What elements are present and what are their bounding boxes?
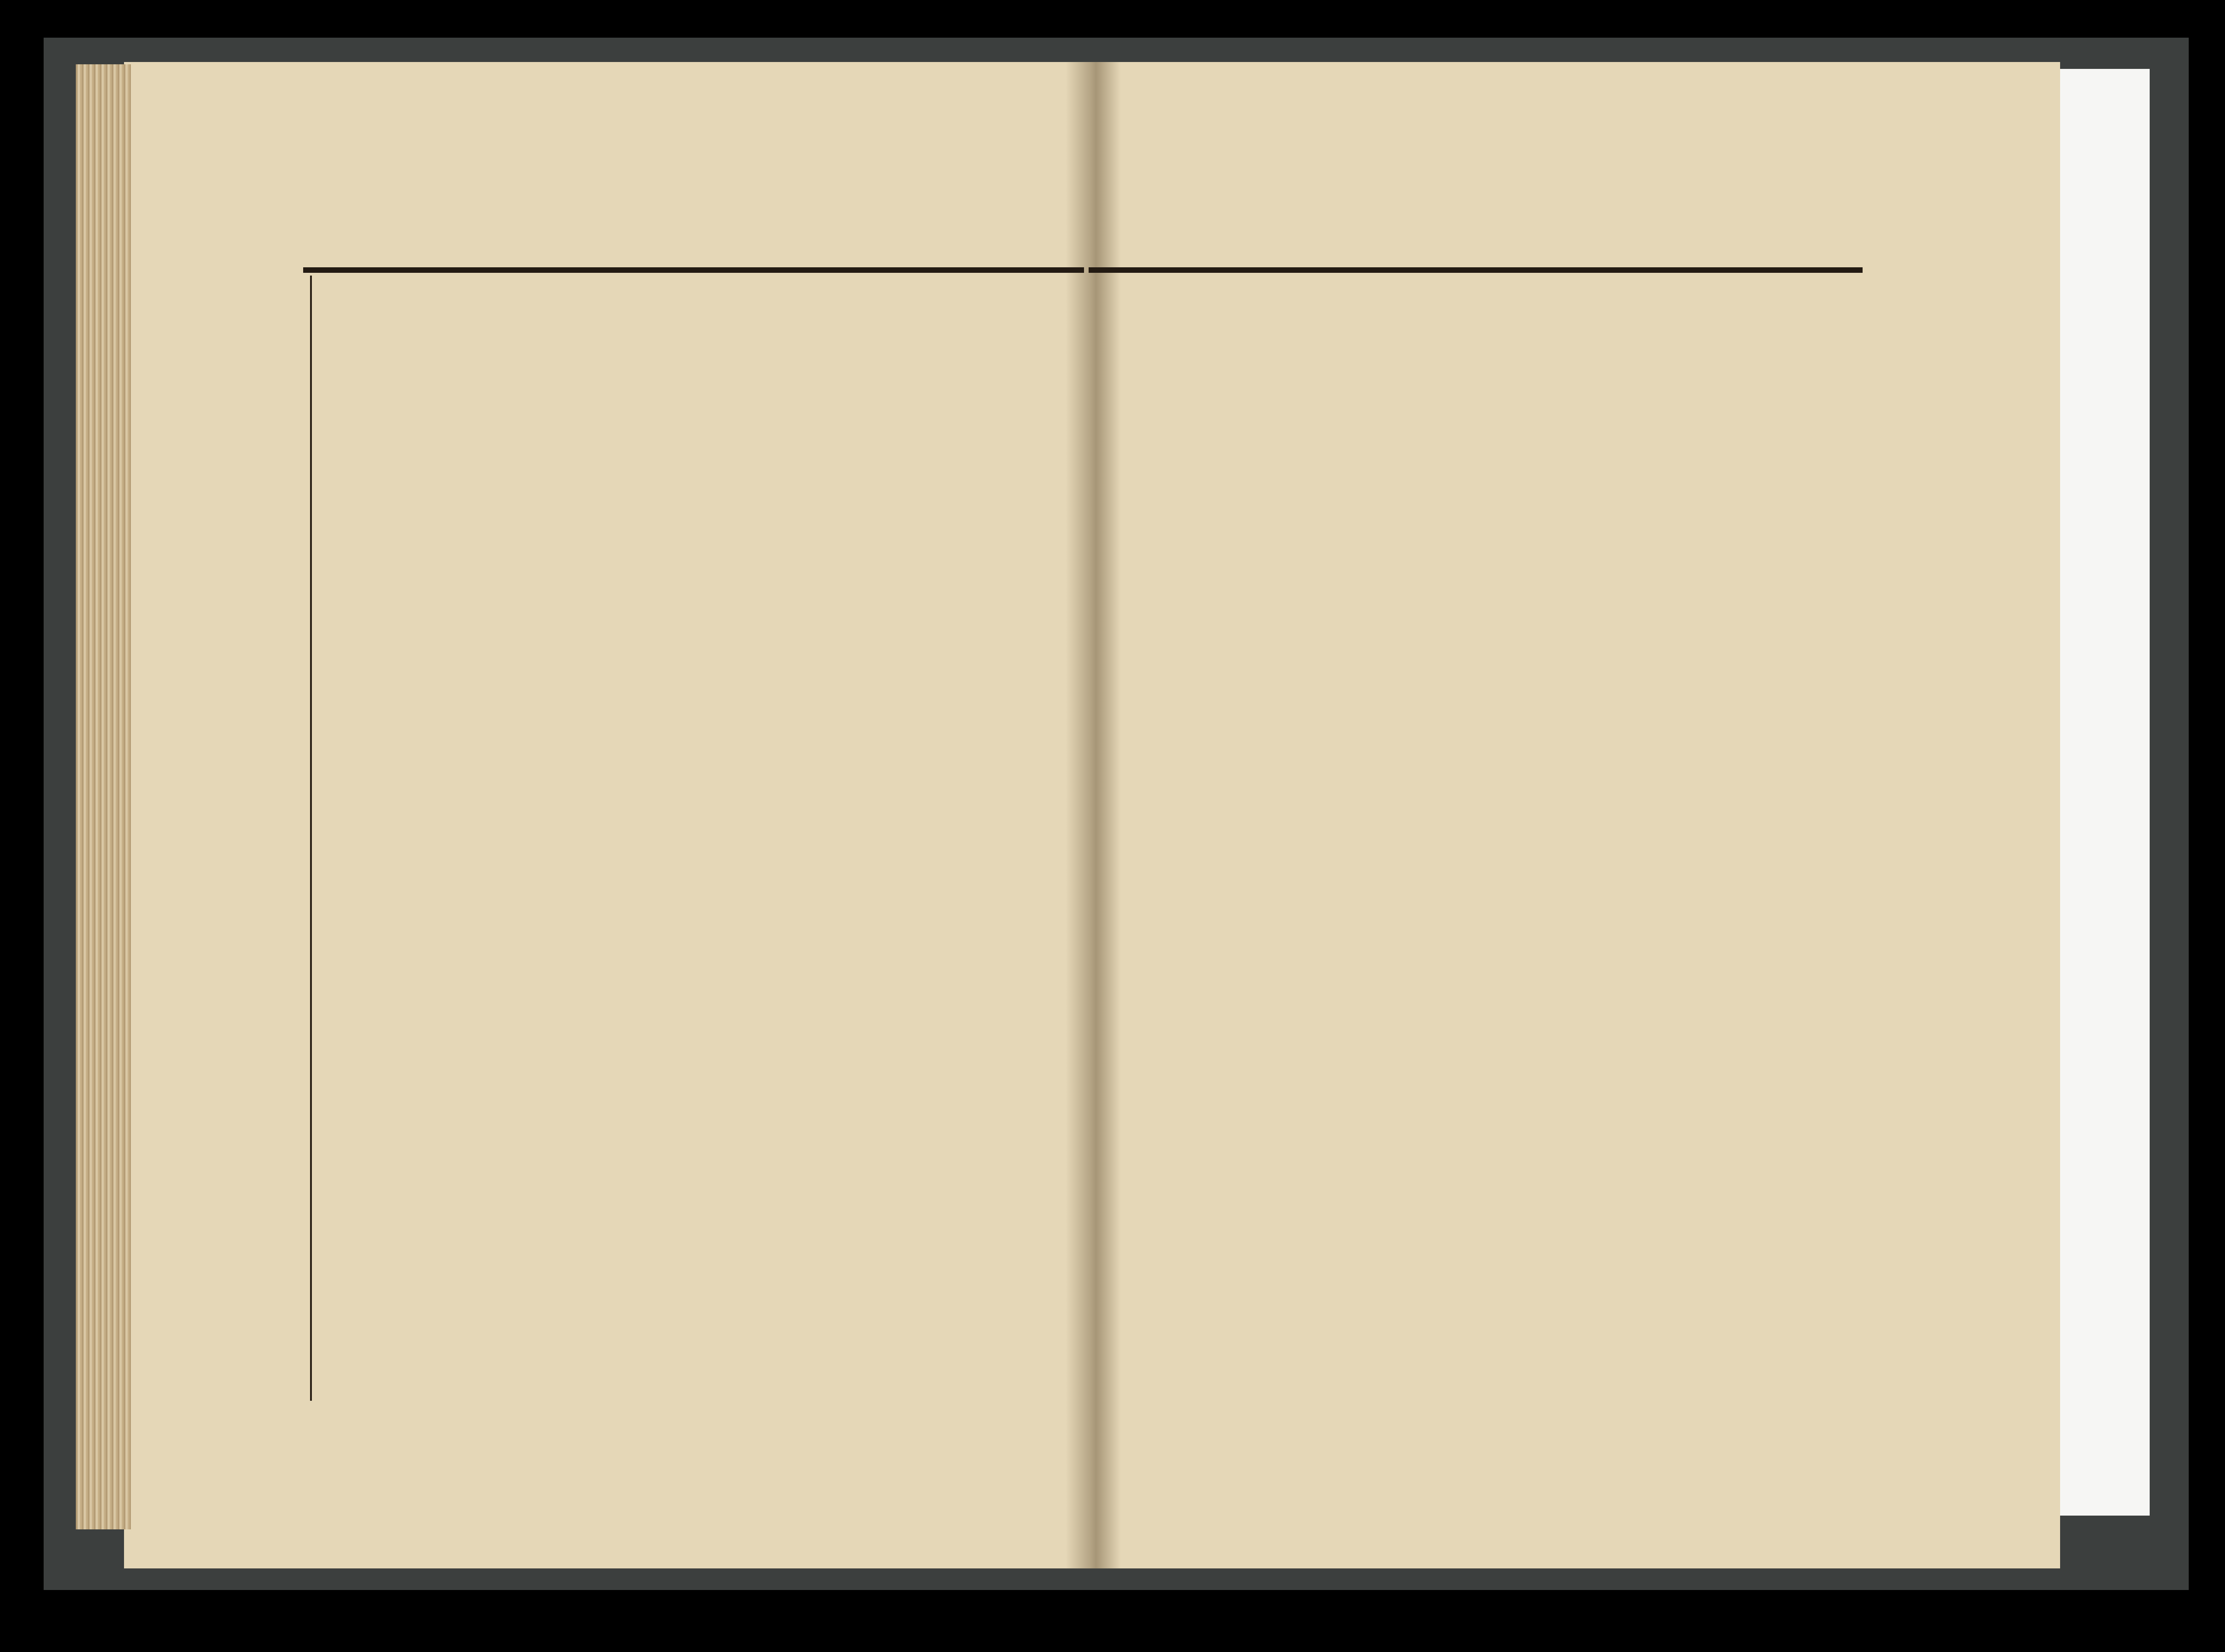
page-edges [76, 64, 131, 1529]
table-frame [310, 276, 1862, 1401]
top-rule-left [303, 267, 1084, 273]
top-rule-right [1089, 267, 1863, 273]
